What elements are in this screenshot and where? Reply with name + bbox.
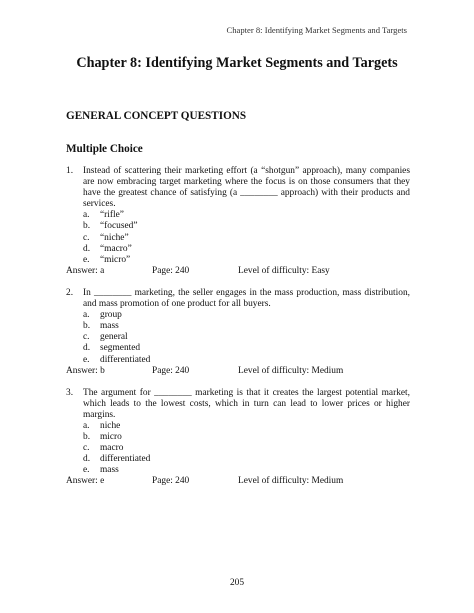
- option-text: differentiated: [100, 354, 151, 365]
- answer-option: [66, 465, 410, 476]
- option-letter: c.: [83, 443, 90, 454]
- option-text: “focused”: [100, 221, 138, 232]
- difficulty-level: Level of difficulty: Easy: [238, 265, 330, 276]
- difficulty-level: Level of difficulty: Medium: [238, 476, 344, 487]
- answer-key: Answer: b: [66, 365, 105, 376]
- option-letter: b.: [83, 221, 91, 232]
- option-text: general: [100, 332, 128, 343]
- question-stem: The argument for ________ marketing is that it creates the largest potential market, which leads to the lowest costs, which in turn can lead to lower prices or higher margins.: [83, 387, 410, 420]
- answer-meta: [66, 476, 410, 487]
- question-1: [66, 166, 410, 277]
- subsection-heading: Multiple Choice: [66, 143, 143, 155]
- answer-option: [66, 221, 410, 232]
- option-letter: b.: [83, 432, 91, 443]
- answer-meta: [66, 266, 410, 277]
- option-letter: c.: [83, 332, 90, 343]
- chapter-title: Chapter 8: Identifying Market Segments and Targets: [76, 55, 398, 71]
- answer-meta: [66, 366, 410, 377]
- answer-option: [66, 233, 410, 244]
- option-text: niche: [100, 420, 121, 431]
- option-text: mass: [100, 321, 119, 332]
- answer-option: [66, 244, 410, 255]
- option-letter: c.: [83, 232, 90, 243]
- option-letter: e.: [83, 254, 90, 265]
- option-text: macro: [100, 443, 124, 454]
- option-letter: d.: [83, 243, 91, 254]
- page-reference: Page: 240: [152, 365, 190, 376]
- option-letter: e.: [83, 465, 90, 476]
- question-2: [66, 288, 410, 377]
- option-letter: a.: [83, 420, 90, 431]
- answer-key: Answer: e: [66, 476, 105, 487]
- option-text: “micro”: [100, 254, 131, 265]
- answer-option: [66, 321, 410, 332]
- question-list: [66, 166, 410, 488]
- option-text: “macro”: [100, 243, 132, 254]
- question-3: [66, 388, 410, 488]
- section-heading: GENERAL CONCEPT QUESTIONS: [66, 110, 247, 122]
- option-text: “niche”: [100, 232, 129, 243]
- answer-option: [66, 255, 410, 266]
- question-number: 1.: [66, 166, 74, 176]
- option-text: micro: [100, 432, 122, 443]
- option-text: differentiated: [100, 454, 151, 465]
- answer-option: [66, 432, 410, 443]
- question-stem: In ________ marketing, the seller engages in the mass production, mass distribution, and mass promotion of one product for all buyers.: [83, 287, 410, 310]
- option-letter: d.: [83, 454, 91, 465]
- answer-option: [66, 421, 410, 432]
- page-reference: Page: 240: [152, 476, 190, 487]
- answer-option: [66, 443, 410, 454]
- option-letter: a.: [83, 210, 90, 221]
- option-letter: b.: [83, 321, 91, 332]
- answer-options: [66, 210, 410, 265]
- option-text: group: [100, 310, 122, 321]
- option-text: mass: [100, 465, 119, 476]
- running-head: Chapter 8: Identifying Market Segments and Targets: [226, 25, 407, 35]
- answer-option: [66, 210, 410, 221]
- option-letter: e.: [83, 354, 90, 365]
- question-number: 2.: [66, 287, 74, 298]
- answer-option: [66, 355, 410, 366]
- question-number: 3.: [66, 387, 74, 398]
- page-reference: Page: 240: [152, 265, 190, 276]
- difficulty-level: Level of difficulty: Medium: [238, 365, 344, 376]
- answer-options: [66, 310, 410, 365]
- page-number: 205: [229, 578, 245, 588]
- question-stem: Instead of scattering their marketing effort (a “shotgun” approach), many companies are now embracing target marketing where the focus is on those consumers that they have the greatest chance of satisfying (a ________ approach) with their products and services.: [83, 166, 410, 210]
- answer-option: [66, 454, 410, 465]
- option-text: “rifle”: [100, 210, 124, 221]
- answer-option: [66, 310, 410, 321]
- answer-option: [66, 332, 410, 343]
- answer-option: [66, 343, 410, 354]
- option-letter: a.: [83, 310, 90, 321]
- option-text: segmented: [100, 343, 141, 354]
- answer-options: [66, 421, 410, 476]
- answer-key: Answer: a: [66, 265, 105, 276]
- option-letter: d.: [83, 343, 91, 354]
